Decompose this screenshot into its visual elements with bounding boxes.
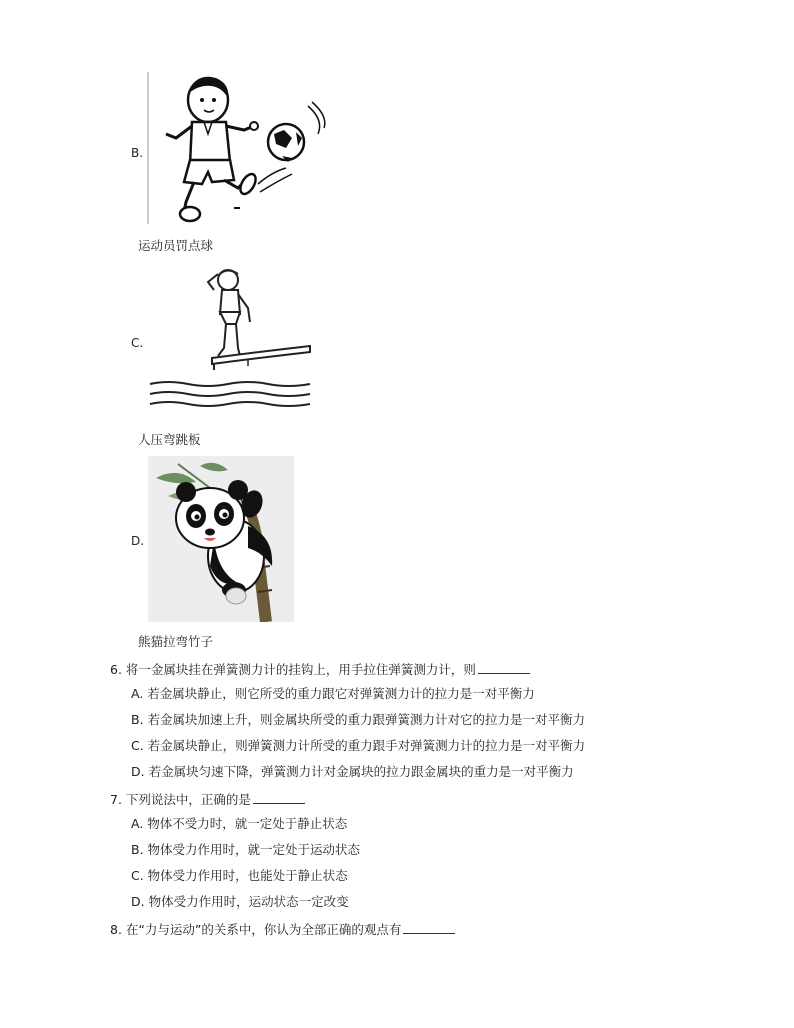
question-7-choice-a: A. 物体不受力时，就一定处于静止状态 — [131, 816, 348, 831]
question-7-choice-c: C. 物体受力作用时，也能处于静止状态 — [131, 868, 348, 883]
option-b-letter: B. — [131, 146, 144, 160]
option-d-letter: D. — [131, 534, 145, 548]
question-8-stem — [110, 920, 455, 938]
option-d-caption: 熊猫拉弯竹子 — [138, 634, 214, 649]
question-6-choice-d: D. 若金属块匀速下降，弹簧测力计对金属块的拉力跟金属块的重力是一对平衡力 — [131, 764, 574, 779]
question-7-choice-b: B. 物体受力作用时，就一定处于运动状态 — [131, 842, 361, 857]
question-6-choice-a: A. 若金属块静止，则它所受的重力跟它对弹簧测力计的拉力是一对平衡力 — [131, 686, 535, 701]
question-6-choice-b: B. 若金属块加速上升，则金属块所受的重力跟弹簧测力计对它的拉力是一对平衡力 — [131, 712, 586, 727]
panda-bamboo-illustration — [148, 456, 294, 622]
option-c-caption: 人压弯跳板 — [138, 432, 201, 447]
question-7-stem — [110, 790, 305, 808]
question-6-stem — [110, 660, 530, 678]
question-7-choice-d: D. 物体受力作用时，运动状态一定改变 — [131, 894, 349, 909]
answer-blank — [478, 661, 530, 674]
answer-blank — [253, 791, 305, 804]
option-c-letter: C. — [131, 336, 144, 350]
diving-board-illustration — [148, 262, 314, 414]
answer-blank — [403, 921, 455, 934]
question-6-choice-c: C. 若金属块静止，则弹簧测力计所受的重力跟手对弹簧测力计的拉力是一对平衡力 — [131, 738, 586, 753]
soccer-kick-illustration — [146, 72, 328, 228]
question-7-stem-text: 7. 下列说法中，正确的是 — [110, 792, 251, 807]
question-6-stem-text: 6. 将一金属块挂在弹簧测力计的挂钩上，用手拉住弹簧测力计，则 — [110, 662, 476, 677]
question-8-stem-text: 8. 在“力与运动”的关系中，你认为全部正确的观点有 — [110, 922, 402, 937]
option-b-caption: 运动员罚点球 — [138, 238, 214, 253]
